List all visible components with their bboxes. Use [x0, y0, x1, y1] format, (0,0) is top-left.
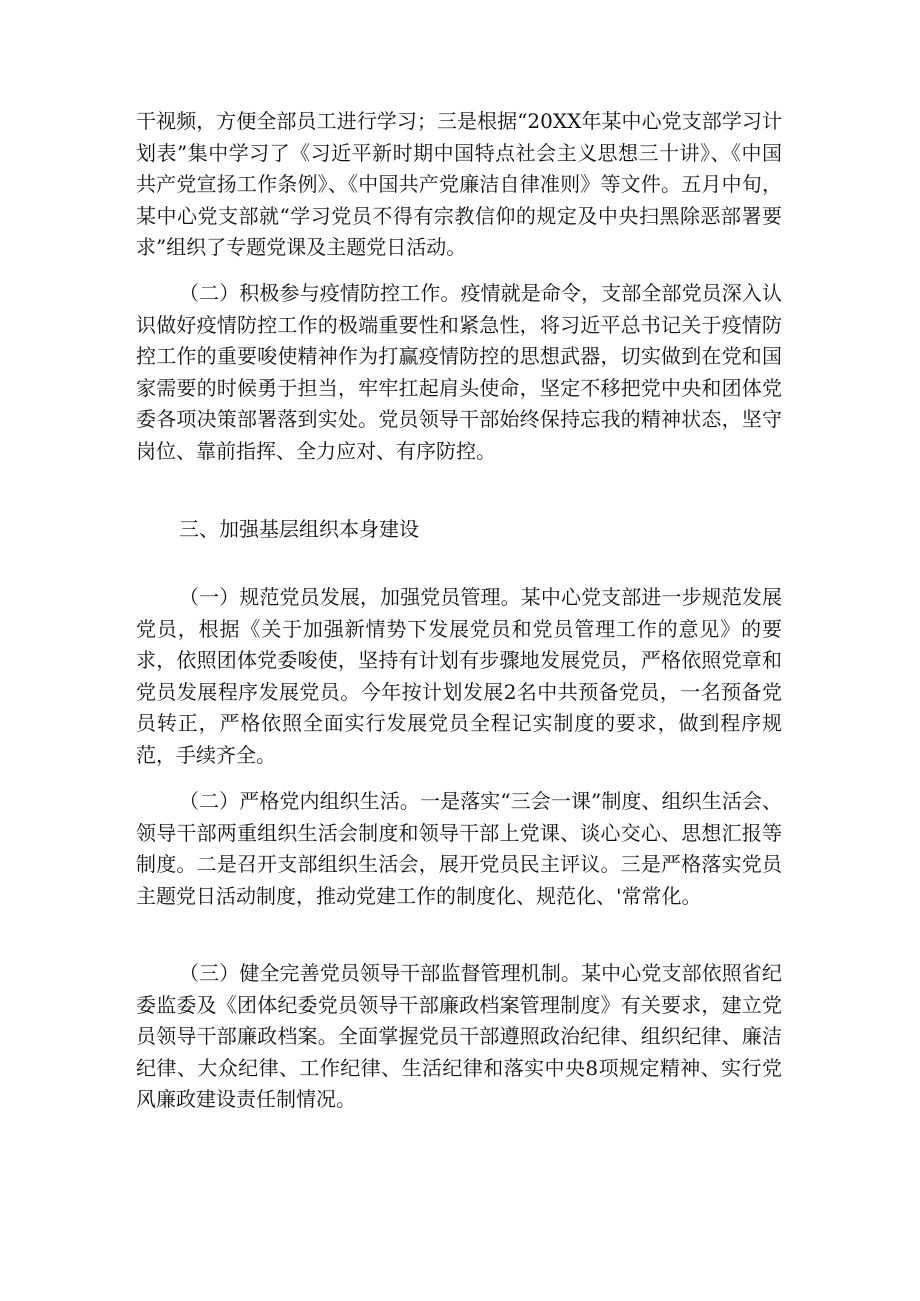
- section-heading-grassroots: 三、加强基层组织本身建设: [179, 517, 419, 541]
- paragraph-epidemic-control: （二）积极参与疫情防控工作。疫情就是命令，支部全部党员深入认识做好疫情防控工作的极端重要性和紧急性，将习近平总书记关于疫情防控工作的重要唆使精神作为打赢疫情防控的思想武器，切实做到在党和国家需要的时候勇于担当，牢牢扛起肩头使命，坚定不移把党中央和团体党委各项决策部署落到实处。党员领导干部始终保持忘我的精神状态，坚守岗位、靠前指挥、全力应对、有序防控。: [136, 281, 782, 463]
- paragraph-organization-life: （二）严格党内组织生活。一是落实“三会一课”制度、组织生活会、领导干部两重组织生活会制度和领导干部上党课、谈心交心、思想汇报等制度。二是召开支部组织生活会，展开党员民主评议。三是严格落实党员主题党日活动制度，推动党建工作的制度化、规范化、'常常化。: [136, 789, 782, 908]
- paragraph-study-continuation: 干视频，方便全部员工进行学习；三是根据“20XX年某中心党支部学习计划表”集中学习了《习近平新时期中国特点社会主义思想三十讲》、《中国共产党宣扬工作条例》、《中国共产党廉洁自律准则》等文件。五月中旬，某中心党支部就“学习党员不得有宗教信仰的规定及中央扫黑除恶部署要求”组织了专题党课及主题党日活动。: [136, 109, 782, 259]
- paragraph-supervision-mechanism: （三）健全完善党员领导干部监督管理机制。某中心党支部依照省纪委监委及《团体纪委党员领导干部廉政档案管理制度》有关要求，建立党员领导干部廉政档案。全面掌握党员干部遵照政治纪律、组织纪律、廉洁纪律、大众纪律、工作纪律、生活纪律和落实中央8项规定精神、实行党风廉政建设责任制情况。: [136, 961, 782, 1111]
- paragraph-member-development: （一）规范党员发展，加强党员管理。某中心党支部进一步规范发展党员，根据《关于加强新情势下发展党员和党员管理工作的意见》的要求，依照团体党委唆使，坚持有计划有步骤地发展党员，严格依照党章和党员发展程序发展党员。今年按计划发展2名中共预备党员，一名预备党员转正，严格依照全面实行发展党员全程记实制度的要求，做到程序规范，手续齐全。: [136, 585, 782, 767]
